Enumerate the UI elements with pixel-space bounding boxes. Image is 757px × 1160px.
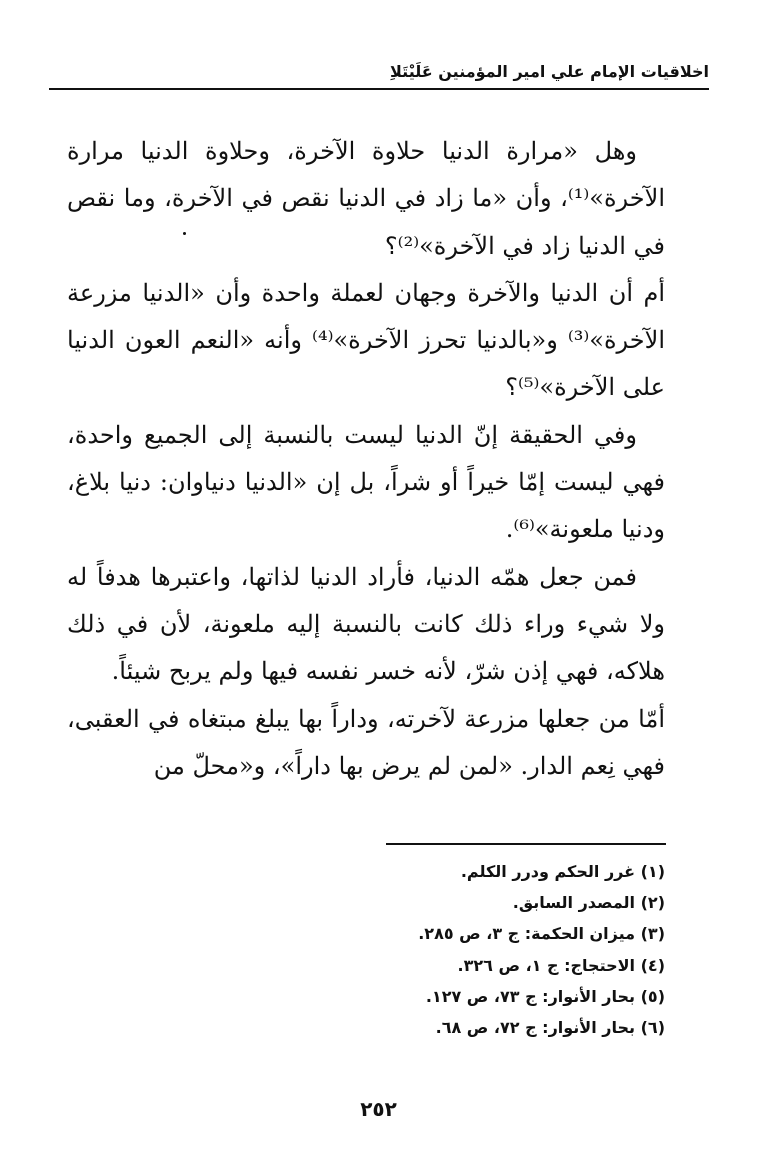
paragraph: أم أن الدنيا والآخرة وجهان لعملة واحدة وأن «الدنيا مزرعة الآخرة»⁽³⁾ و«بالدنيا تحرز الآخرة»⁽⁴⁾ وأنه «النعم العون الدنيا على الآخرة»⁽⁵⁾؟ bbox=[67, 278, 665, 402]
paragraph: وهل «مرارة الدنيا حلاوة الآخرة، وحلاوة الدنيا مرارة الآخرة»⁽¹⁾، وأن «ما زاد في الدنيا نقص في الآخرة، وما نقص في الدنيا زاد في الآخرة»⁽²⁾؟ bbox=[67, 137, 665, 260]
paragraph: أمّا من جعلها مزرعة لآخرته، وداراً بها يبلغ مبتغاه في العقبى، فهي نِعم الدار. «لمن لم يرض بها داراً»، و«محلّ من bbox=[67, 704, 665, 780]
footnote: (٥) بحار الأنوار: ج ٧٣، ص ١٢٧. bbox=[425, 986, 665, 1006]
paragraph: فمن جعل همّه الدنيا، فأراد الدنيا لذاتها، واعتبرها هدفاً له ولا شيء وراء ذلك كانت بالنسبة إليه ملعونة، لأن في ذلك هلاكه، فهي إذن شرّ، لأنه خسر نفسه فيها ولم يربح شيئاً. bbox=[67, 562, 665, 686]
footnote: (٦) بحار الأنوار: ج ٧٢، ص ٦٨. bbox=[435, 1018, 665, 1038]
paragraph: وفي الحقيقة إنّ الدنيا ليست بالنسبة إلى الجميع واحدة، فهي ليست إمّا خيراً أو شراً، بل إن «الدنيا دنياوان: دنيا بلاغ، ودنيا ملعونة»⁽⁶⁾. bbox=[67, 420, 665, 544]
footnotes bbox=[245, 856, 665, 1043]
footnote: (٤) الاحتجاج: ج ١، ص ٣٢٦. bbox=[457, 955, 665, 975]
footnote-separator bbox=[386, 843, 666, 845]
footnote: (٣) ميزان الحكمة: ج ٣، ص ٢٨٥. bbox=[418, 924, 665, 944]
running-head: اخلاقيات الإمام علي امير المؤمنين عَلَيْتَلاِ bbox=[49, 60, 709, 90]
page-number: ٢٥٢ bbox=[360, 1097, 397, 1121]
footnote: (٢) المصدر السابق. bbox=[512, 893, 665, 913]
footnote: (١) غرر الحكم ودرر الكلم. bbox=[460, 862, 665, 881]
ink-speck bbox=[183, 232, 186, 235]
main-text bbox=[67, 128, 665, 790]
